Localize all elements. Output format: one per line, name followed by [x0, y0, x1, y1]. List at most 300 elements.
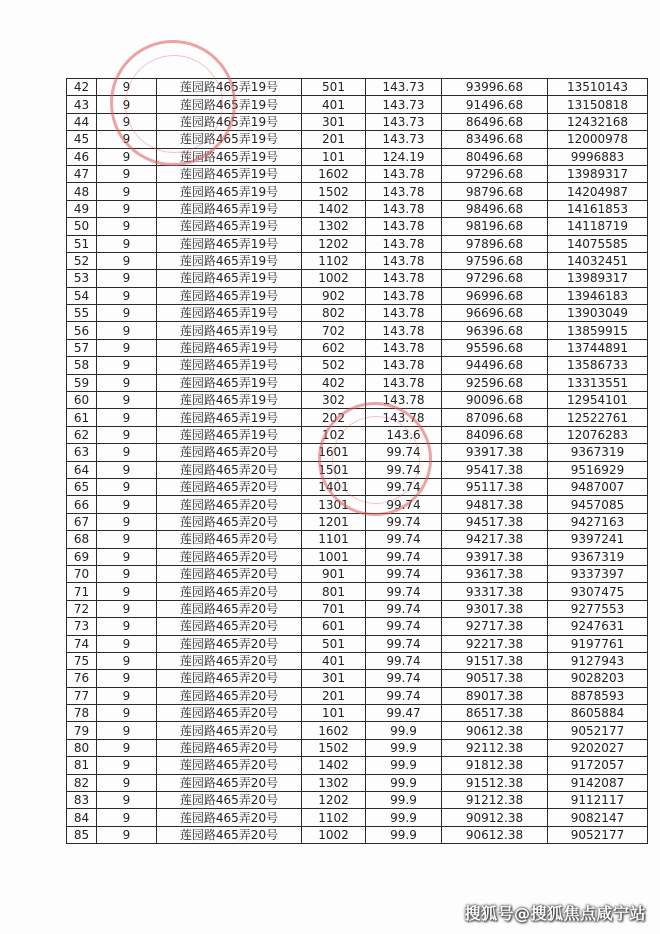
- room-cell: 201: [302, 131, 366, 148]
- area-cell: 143.73: [366, 79, 442, 96]
- unit-price-cell: 92596.68: [442, 374, 548, 391]
- room-cell: 802: [302, 305, 366, 322]
- building-cell: 9: [97, 113, 157, 130]
- unit-price-cell: 91212.38: [442, 792, 548, 809]
- unit-price-cell: 90912.38: [442, 809, 548, 826]
- address-cell: 莲园路465弄20号: [157, 687, 302, 704]
- total-price-cell: 9112117: [548, 792, 648, 809]
- building-cell: 9: [97, 357, 157, 374]
- seq-cell: 42: [67, 79, 97, 96]
- address-cell: 莲园路465弄19号: [157, 183, 302, 200]
- seq-cell: 78: [67, 705, 97, 722]
- seq-cell: 43: [67, 96, 97, 113]
- unit-price-cell: 93917.38: [442, 548, 548, 565]
- total-price-cell: 14075585: [548, 235, 648, 252]
- address-cell: 莲园路465弄20号: [157, 531, 302, 548]
- unit-price-cell: 97896.68: [442, 235, 548, 252]
- area-cell: 143.73: [366, 113, 442, 130]
- address-cell: 莲园路465弄19号: [157, 200, 302, 217]
- building-cell: 9: [97, 79, 157, 96]
- building-cell: 9: [97, 792, 157, 809]
- table-row: [67, 774, 648, 791]
- unit-price-cell: 98496.68: [442, 200, 548, 217]
- area-cell: 99.74: [366, 600, 442, 617]
- seq-cell: 68: [67, 531, 97, 548]
- building-cell: 9: [97, 183, 157, 200]
- seq-cell: 63: [67, 444, 97, 461]
- total-price-cell: 13586733: [548, 357, 648, 374]
- table-row: [67, 757, 648, 774]
- seq-cell: 82: [67, 774, 97, 791]
- unit-price-cell: 93317.38: [442, 583, 548, 600]
- seq-cell: 48: [67, 183, 97, 200]
- unit-price-cell: 95596.68: [442, 339, 548, 356]
- building-cell: 9: [97, 600, 157, 617]
- building-cell: 9: [97, 478, 157, 495]
- seq-cell: 81: [67, 757, 97, 774]
- area-cell: 143.78: [366, 374, 442, 391]
- table-row: [67, 252, 648, 269]
- total-price-cell: 9367319: [548, 444, 648, 461]
- address-cell: 莲园路465弄19号: [157, 235, 302, 252]
- table-row: [67, 705, 648, 722]
- room-cell: 1101: [302, 531, 366, 548]
- total-price-cell: 9172057: [548, 757, 648, 774]
- table-row: [67, 357, 648, 374]
- table-row: [67, 426, 648, 443]
- area-cell: 99.9: [366, 722, 442, 739]
- building-cell: 9: [97, 687, 157, 704]
- room-cell: 202: [302, 409, 366, 426]
- room-cell: 301: [302, 113, 366, 130]
- seq-cell: 73: [67, 618, 97, 635]
- total-price-cell: 9457085: [548, 496, 648, 513]
- address-cell: 莲园路465弄20号: [157, 652, 302, 669]
- address-cell: 莲园路465弄19号: [157, 148, 302, 165]
- building-cell: 9: [97, 565, 157, 582]
- unit-price-cell: 96696.68: [442, 305, 548, 322]
- seq-cell: 61: [67, 409, 97, 426]
- total-price-cell: 9337397: [548, 565, 648, 582]
- table-row: [67, 600, 648, 617]
- total-price-cell: 9307475: [548, 583, 648, 600]
- address-cell: 莲园路465弄19号: [157, 96, 302, 113]
- room-cell: 1501: [302, 461, 366, 478]
- building-cell: 9: [97, 200, 157, 217]
- table-row: [67, 148, 648, 165]
- address-cell: 莲园路465弄19号: [157, 113, 302, 130]
- seq-cell: 75: [67, 652, 97, 669]
- seq-cell: 67: [67, 513, 97, 530]
- area-cell: 143.78: [366, 235, 442, 252]
- table-body: [67, 79, 648, 844]
- building-cell: 9: [97, 305, 157, 322]
- unit-price-cell: 90612.38: [442, 826, 548, 843]
- building-cell: 9: [97, 583, 157, 600]
- unit-price-cell: 94517.38: [442, 513, 548, 530]
- area-cell: 99.74: [366, 618, 442, 635]
- room-cell: 902: [302, 287, 366, 304]
- total-price-cell: 9996883: [548, 148, 648, 165]
- address-cell: 莲园路465弄19号: [157, 392, 302, 409]
- building-cell: 9: [97, 131, 157, 148]
- address-cell: 莲园路465弄19号: [157, 339, 302, 356]
- area-cell: 143.78: [366, 287, 442, 304]
- area-cell: 99.74: [366, 496, 442, 513]
- total-price-cell: 13313551: [548, 374, 648, 391]
- table-row: [67, 618, 648, 635]
- building-cell: 9: [97, 705, 157, 722]
- address-cell: 莲园路465弄19号: [157, 270, 302, 287]
- area-cell: 99.9: [366, 826, 442, 843]
- total-price-cell: 13989317: [548, 165, 648, 182]
- table-row: [67, 113, 648, 130]
- total-price-cell: 9247631: [548, 618, 648, 635]
- seq-cell: 53: [67, 270, 97, 287]
- seq-cell: 85: [67, 826, 97, 843]
- table-row: [67, 461, 648, 478]
- total-price-cell: 9487007: [548, 478, 648, 495]
- seq-cell: 80: [67, 739, 97, 756]
- table-row: [67, 548, 648, 565]
- address-cell: 莲园路465弄20号: [157, 565, 302, 582]
- unit-price-cell: 97296.68: [442, 165, 548, 182]
- unit-price-cell: 84096.68: [442, 426, 548, 443]
- seq-cell: 54: [67, 287, 97, 304]
- total-price-cell: 13903049: [548, 305, 648, 322]
- table-row: [67, 183, 648, 200]
- seq-cell: 79: [67, 722, 97, 739]
- building-cell: 9: [97, 444, 157, 461]
- table-row: [67, 444, 648, 461]
- unit-price-cell: 94817.38: [442, 496, 548, 513]
- room-cell: 1102: [302, 252, 366, 269]
- table-row: [67, 826, 648, 843]
- total-price-cell: 13946183: [548, 287, 648, 304]
- table-row: [67, 305, 648, 322]
- address-cell: 莲园路465弄19号: [157, 79, 302, 96]
- room-cell: 601: [302, 618, 366, 635]
- total-price-cell: 14204987: [548, 183, 648, 200]
- room-cell: 101: [302, 705, 366, 722]
- table-row: [67, 792, 648, 809]
- room-cell: 302: [302, 392, 366, 409]
- room-cell: 1401: [302, 478, 366, 495]
- address-cell: 莲园路465弄20号: [157, 635, 302, 652]
- building-cell: 9: [97, 235, 157, 252]
- building-cell: 9: [97, 165, 157, 182]
- unit-price-cell: 92717.38: [442, 618, 548, 635]
- unit-price-cell: 90096.68: [442, 392, 548, 409]
- room-cell: 1601: [302, 444, 366, 461]
- room-cell: 1202: [302, 235, 366, 252]
- seq-cell: 69: [67, 548, 97, 565]
- area-cell: 99.74: [366, 583, 442, 600]
- area-cell: 99.74: [366, 531, 442, 548]
- total-price-cell: 13744891: [548, 339, 648, 356]
- room-cell: 401: [302, 652, 366, 669]
- area-cell: 124.19: [366, 148, 442, 165]
- area-cell: 143.78: [366, 252, 442, 269]
- area-cell: 99.9: [366, 757, 442, 774]
- total-price-cell: 9516929: [548, 461, 648, 478]
- address-cell: 莲园路465弄19号: [157, 287, 302, 304]
- seq-cell: 47: [67, 165, 97, 182]
- building-cell: 9: [97, 322, 157, 339]
- room-cell: 1602: [302, 165, 366, 182]
- unit-price-cell: 93996.68: [442, 79, 548, 96]
- table-row: [67, 652, 648, 669]
- seq-cell: 71: [67, 583, 97, 600]
- unit-price-cell: 80496.68: [442, 148, 548, 165]
- unit-price-cell: 93017.38: [442, 600, 548, 617]
- table-row: [67, 322, 648, 339]
- total-price-cell: 9052177: [548, 826, 648, 843]
- address-cell: 莲园路465弄19号: [157, 305, 302, 322]
- address-cell: 莲园路465弄20号: [157, 757, 302, 774]
- table-row: [67, 739, 648, 756]
- seq-cell: 46: [67, 148, 97, 165]
- unit-price-cell: 94496.68: [442, 357, 548, 374]
- total-price-cell: 12432168: [548, 113, 648, 130]
- total-price-cell: 14161853: [548, 200, 648, 217]
- unit-price-cell: 96996.68: [442, 287, 548, 304]
- address-cell: 莲园路465弄20号: [157, 618, 302, 635]
- room-cell: 1001: [302, 548, 366, 565]
- table-row: [67, 513, 648, 530]
- area-cell: 143.78: [366, 165, 442, 182]
- building-cell: 9: [97, 618, 157, 635]
- table-row: [67, 218, 648, 235]
- table-row: [67, 131, 648, 148]
- total-price-cell: 13150818: [548, 96, 648, 113]
- building-cell: 9: [97, 409, 157, 426]
- price-list-table: [66, 78, 648, 844]
- room-cell: 602: [302, 339, 366, 356]
- table-row: [67, 583, 648, 600]
- unit-price-cell: 93617.38: [442, 565, 548, 582]
- total-price-cell: 9367319: [548, 548, 648, 565]
- total-price-cell: 13510143: [548, 79, 648, 96]
- table-row: [67, 635, 648, 652]
- total-price-cell: 12000978: [548, 131, 648, 148]
- address-cell: 莲园路465弄19号: [157, 131, 302, 148]
- building-cell: 9: [97, 374, 157, 391]
- room-cell: 1502: [302, 739, 366, 756]
- address-cell: 莲园路465弄19号: [157, 218, 302, 235]
- unit-price-cell: 97596.68: [442, 252, 548, 269]
- room-cell: 1301: [302, 496, 366, 513]
- unit-price-cell: 86517.38: [442, 705, 548, 722]
- total-price-cell: 9277553: [548, 600, 648, 617]
- unit-price-cell: 89017.38: [442, 687, 548, 704]
- address-cell: 莲园路465弄19号: [157, 322, 302, 339]
- address-cell: 莲园路465弄19号: [157, 357, 302, 374]
- room-cell: 1002: [302, 270, 366, 287]
- seq-cell: 52: [67, 252, 97, 269]
- seq-cell: 58: [67, 357, 97, 374]
- unit-price-cell: 87096.68: [442, 409, 548, 426]
- area-cell: 143.78: [366, 339, 442, 356]
- unit-price-cell: 93917.38: [442, 444, 548, 461]
- table-row: [67, 722, 648, 739]
- seq-cell: 59: [67, 374, 97, 391]
- room-cell: 1302: [302, 218, 366, 235]
- area-cell: 99.74: [366, 652, 442, 669]
- table-row: [67, 165, 648, 182]
- area-cell: 99.9: [366, 739, 442, 756]
- address-cell: 莲园路465弄20号: [157, 478, 302, 495]
- seq-cell: 60: [67, 392, 97, 409]
- area-cell: 143.78: [366, 270, 442, 287]
- table-row: [67, 339, 648, 356]
- address-cell: 莲园路465弄20号: [157, 670, 302, 687]
- room-cell: 501: [302, 79, 366, 96]
- unit-price-cell: 91517.38: [442, 652, 548, 669]
- area-cell: 99.74: [366, 670, 442, 687]
- address-cell: 莲园路465弄19号: [157, 165, 302, 182]
- seq-cell: 76: [67, 670, 97, 687]
- area-cell: 99.74: [366, 461, 442, 478]
- room-cell: 801: [302, 583, 366, 600]
- building-cell: 9: [97, 148, 157, 165]
- total-price-cell: 9427163: [548, 513, 648, 530]
- room-cell: 1302: [302, 774, 366, 791]
- total-price-cell: 12522761: [548, 409, 648, 426]
- room-cell: 1002: [302, 826, 366, 843]
- building-cell: 9: [97, 670, 157, 687]
- address-cell: 莲园路465弄20号: [157, 496, 302, 513]
- table-row: [67, 531, 648, 548]
- address-cell: 莲园路465弄19号: [157, 409, 302, 426]
- building-cell: 9: [97, 513, 157, 530]
- area-cell: 143.78: [366, 409, 442, 426]
- room-cell: 1602: [302, 722, 366, 739]
- address-cell: 莲园路465弄20号: [157, 600, 302, 617]
- total-price-cell: 9397241: [548, 531, 648, 548]
- area-cell: 99.9: [366, 792, 442, 809]
- total-price-cell: 13859915: [548, 322, 648, 339]
- address-cell: 莲园路465弄20号: [157, 444, 302, 461]
- building-cell: 9: [97, 722, 157, 739]
- unit-price-cell: 97296.68: [442, 270, 548, 287]
- address-cell: 莲园路465弄20号: [157, 774, 302, 791]
- unit-price-cell: 98196.68: [442, 218, 548, 235]
- address-cell: 莲园路465弄19号: [157, 426, 302, 443]
- building-cell: 9: [97, 809, 157, 826]
- unit-price-cell: 86496.68: [442, 113, 548, 130]
- seq-cell: 70: [67, 565, 97, 582]
- unit-price-cell: 96396.68: [442, 322, 548, 339]
- address-cell: 莲园路465弄20号: [157, 513, 302, 530]
- room-cell: 501: [302, 635, 366, 652]
- unit-price-cell: 91496.68: [442, 96, 548, 113]
- seq-cell: 65: [67, 478, 97, 495]
- area-cell: 143.78: [366, 357, 442, 374]
- unit-price-cell: 95117.38: [442, 478, 548, 495]
- address-cell: 莲园路465弄20号: [157, 826, 302, 843]
- area-cell: 143.78: [366, 218, 442, 235]
- watermark-text: 搜狐号@搜狐焦点咸宁站: [464, 904, 646, 923]
- room-cell: 1502: [302, 183, 366, 200]
- building-cell: 9: [97, 826, 157, 843]
- room-cell: 701: [302, 600, 366, 617]
- total-price-cell: 8878593: [548, 687, 648, 704]
- seq-cell: 57: [67, 339, 97, 356]
- seq-cell: 83: [67, 792, 97, 809]
- unit-price-cell: 83496.68: [442, 131, 548, 148]
- table-row: [67, 270, 648, 287]
- address-cell: 莲园路465弄20号: [157, 461, 302, 478]
- room-cell: 1402: [302, 200, 366, 217]
- seq-cell: 74: [67, 635, 97, 652]
- building-cell: 9: [97, 426, 157, 443]
- table-row: [67, 496, 648, 513]
- seq-cell: 64: [67, 461, 97, 478]
- table-row: [67, 409, 648, 426]
- table-row: [67, 200, 648, 217]
- address-cell: 莲园路465弄19号: [157, 374, 302, 391]
- building-cell: 9: [97, 635, 157, 652]
- address-cell: 莲园路465弄19号: [157, 252, 302, 269]
- building-cell: 9: [97, 339, 157, 356]
- total-price-cell: 14032451: [548, 252, 648, 269]
- unit-price-cell: 98796.68: [442, 183, 548, 200]
- area-cell: 143.78: [366, 392, 442, 409]
- room-cell: 402: [302, 374, 366, 391]
- room-cell: 1202: [302, 792, 366, 809]
- room-cell: 901: [302, 565, 366, 582]
- address-cell: 莲园路465弄20号: [157, 792, 302, 809]
- total-price-cell: 9202027: [548, 739, 648, 756]
- seq-cell: 84: [67, 809, 97, 826]
- table-row: [67, 374, 648, 391]
- total-price-cell: 9052177: [548, 722, 648, 739]
- seq-cell: 50: [67, 218, 97, 235]
- area-cell: 99.74: [366, 513, 442, 530]
- address-cell: 莲园路465弄20号: [157, 809, 302, 826]
- table-row: [67, 565, 648, 582]
- area-cell: 143.73: [366, 96, 442, 113]
- unit-price-cell: 95417.38: [442, 461, 548, 478]
- area-cell: 143.78: [366, 200, 442, 217]
- table-row: [67, 392, 648, 409]
- area-cell: 99.74: [366, 687, 442, 704]
- seq-cell: 51: [67, 235, 97, 252]
- table-row: [67, 235, 648, 252]
- unit-price-cell: 90612.38: [442, 722, 548, 739]
- unit-price-cell: 90517.38: [442, 670, 548, 687]
- total-price-cell: 13989317: [548, 270, 648, 287]
- address-cell: 莲园路465弄20号: [157, 705, 302, 722]
- seq-cell: 55: [67, 305, 97, 322]
- unit-price-cell: 91512.38: [442, 774, 548, 791]
- total-price-cell: 9082147: [548, 809, 648, 826]
- table-row: [67, 79, 648, 96]
- seq-cell: 44: [67, 113, 97, 130]
- seq-cell: 62: [67, 426, 97, 443]
- total-price-cell: 9127943: [548, 652, 648, 669]
- room-cell: 102: [302, 426, 366, 443]
- total-price-cell: 9028203: [548, 670, 648, 687]
- building-cell: 9: [97, 774, 157, 791]
- address-cell: 莲园路465弄20号: [157, 548, 302, 565]
- room-cell: 401: [302, 96, 366, 113]
- room-cell: 1201: [302, 513, 366, 530]
- room-cell: 201: [302, 687, 366, 704]
- building-cell: 9: [97, 270, 157, 287]
- seq-cell: 66: [67, 496, 97, 513]
